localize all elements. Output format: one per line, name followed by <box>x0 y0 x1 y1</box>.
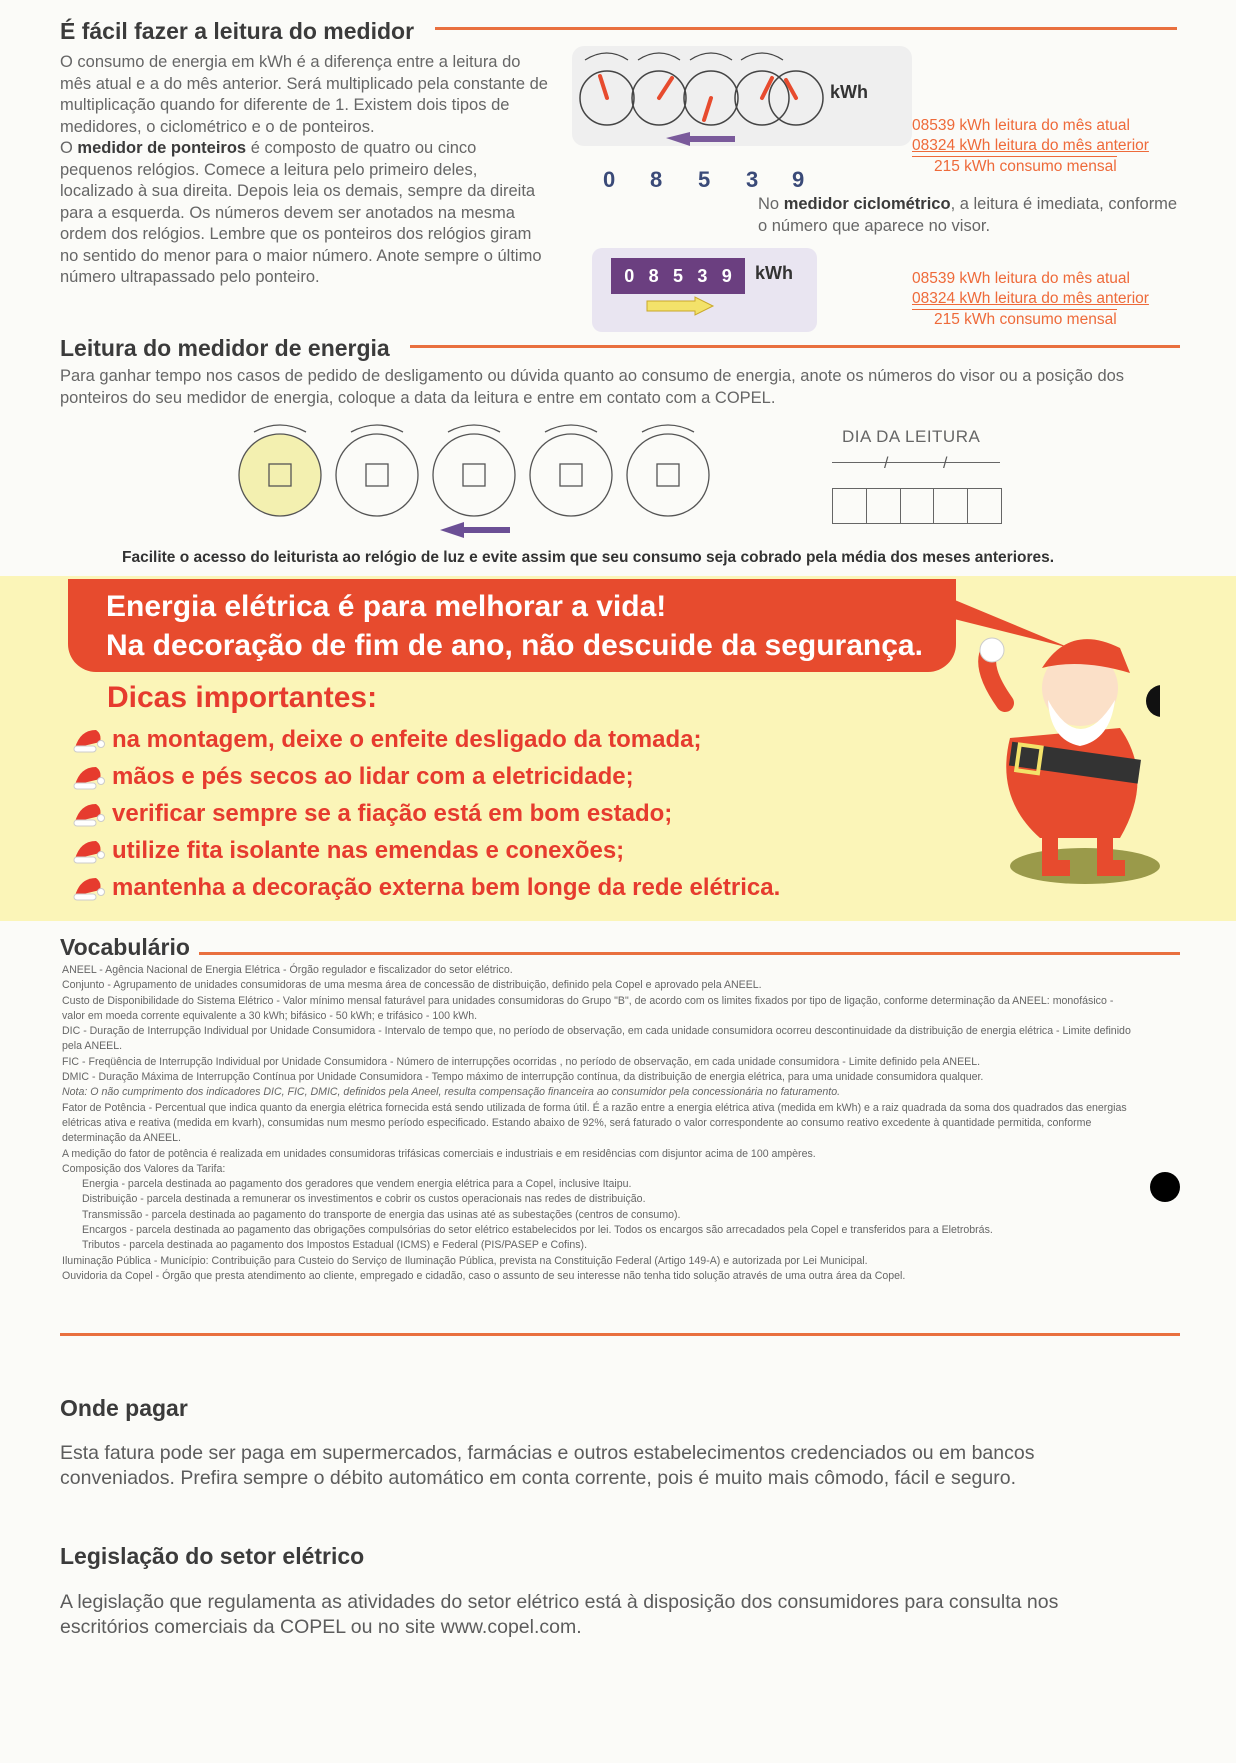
vocab-entry: Composição dos Valores da Tarifa: <box>62 1162 226 1175</box>
tip-item: utilize fita isolante nas emendas e conexões; <box>72 833 624 869</box>
calc-block-2: 08539 kWh leitura do mês atual 08324 kWh leitura do mês anterior 215 kWh consumo mensal <box>912 270 1149 328</box>
dial-digit: 0 <box>603 167 616 192</box>
digital-kwh-label: kWh <box>755 263 793 283</box>
section2-text: Para ganhar tempo nos casos de pedido de desligamento ou dúvida quanto ao consumo de energia, anote os números do visor ou a posição dos ponteiros do seu medidor de energia, coloque a data da leitura e entre em contato com a COPEL. <box>60 367 1125 407</box>
santa-hat-icon <box>72 798 106 830</box>
vocab-bottom-rule <box>60 1333 1180 1336</box>
date-line[interactable] <box>832 462 1000 463</box>
title-rule <box>410 345 1180 348</box>
facilite-text: Facilite o acesso do leiturista ao relógio de luz e evite assim que seu consumo seja cobrado pela média dos meses anteriores. <box>122 549 1055 566</box>
vocab-entry: FIC - Freqüência de Interrupção Individual por Unidade Consumidora - Número de interrupções ocorridas , no período de observação, em cada unidade consumidora - Limite definido pela ANEEL. <box>62 1055 981 1068</box>
dicas-title: Dicas importantes: <box>107 681 378 714</box>
intro-paragraph: O consumo de energia em kWh é a diferença entre a leitura do mês atual e a do mês anterior. Será multiplicado pela constante de multiplicação quando for diferente de 1. Existem dois tipos de medidores, o ciclométrico e o de ponteiros. O medidor de ponteiros é composto de quatro ou cinco pequenos relógios. Comece a leitura pelo primeiro deles, localizado à sua direita. Depois leia os demais, sempre da direita para a esquerda. Os números devem ser anotados na mesma ordem dos relógios. Lembre que os ponteiros dos relógios giram no sentido do menor para o maior número. Anote sempre o último número ultrapassado pelo ponteiro. <box>60 53 548 286</box>
section-title-vocab: Vocabulário <box>60 934 190 960</box>
ciclometrico-paragraph: No medidor ciclométrico, a leitura é imediata, conforme o número que aparece no visor. <box>758 195 1178 235</box>
dial-digit: 8 <box>650 167 663 192</box>
dia-leitura-label: DIA DA LEITURA <box>842 427 981 446</box>
vocab-entry: DIC - Duração de Interrupção Individual por Unidade Consumidora - Intervalo de tempo que, no período de observação, em cada unidade consumidora ocorreu descontinuidade da distribuição de energia elétrica - Limite definido pela ANEEL. <box>62 1025 1131 1053</box>
santa-hat-icon <box>72 724 106 756</box>
section-title-medidor: Leitura do medidor de energia <box>60 335 390 361</box>
vocab-subentry: Distribuição - parcela destinada a remunerar os investimentos e cobrir os custos operacionais nas redes de distribuição. <box>82 1193 646 1206</box>
section-title-legis: Legislação do setor elétrico <box>60 1543 365 1569</box>
dial-five <box>768 70 828 130</box>
vocab-subentry: Tributos - parcela destinada ao pagamento dos Impostos Estadual (ICMS) e Federal (PIS/PASEP e Cofins). <box>82 1239 588 1252</box>
date-sep: / <box>884 455 889 472</box>
calc-block-1: 08539 kWh leitura do mês atual 08324 kWh leitura do mês anterior 215 kWh consumo mensal <box>912 117 1149 175</box>
santa-hat-icon <box>72 872 106 904</box>
vocab-entry: ANEEL - Agência Nacional de Energia Elétrica - Órgão regulador e fiscalizador do setor elétrico. <box>62 964 513 976</box>
onde-text: Esta fatura pode ser paga em supermercados, farmácias e outros estabelecimentos credenciados ou em bancos conveniados. Prefira sempre o débito automático em conta corrente, pois é muito mais cômodo, fácil e seguro. <box>60 1442 1035 1489</box>
dial-kwh-label: kWh <box>830 82 868 102</box>
vocab-entry: Conjunto - Agrupamento de unidades consumidoras de uma mesma área de concessão de distribuição, definido pela Copel e aprovado pela ANEEL. <box>62 979 762 992</box>
tip-item: mantenha a decoração externa bem longe da rede elétrica. <box>72 870 780 906</box>
santa-hat-icon <box>72 835 106 867</box>
vocab-subentry: Encargos - parcela destinada ao pagamento das obrigações compulsórias do setor elétrico estabelecidos por lei. Todos os encargos são arrecadados pela Copel e transferidos para a Eletrobrás. <box>82 1224 993 1237</box>
digital-meter-display: 0 8 5 3 9 <box>611 258 745 294</box>
vocab-subentry: Energia - parcela destinada ao pagamento dos geradores que vendem energia elétrica para a Copel, inclusive Itaipu. <box>82 1178 632 1191</box>
title-rule <box>199 952 1180 955</box>
vocab-subentry: Transmissão - parcela destinada ao pagamento do transporte de energia das usinas até as subestações (centros de consumo). <box>82 1208 681 1221</box>
reading-boxes[interactable] <box>832 488 1002 524</box>
blank-dials-form <box>232 422 722 542</box>
vocab-note: Nota: O não cumprimento dos indicadores DIC, FIC, DMIC, definidos pela Aneel, resulta compensação financeira ao consumidor pela concessionária no faturamento. <box>62 1086 841 1099</box>
punch-hole <box>1150 1172 1180 1202</box>
tip-item: verificar sempre se a fiação está em bom estado; <box>72 796 672 832</box>
dial-direction-arrow <box>666 132 735 146</box>
vocab-entry: A medição do fator de potência é realizada em unidades consumidoras trifásicas comerciais e industriais e em residências com disjuntor acima de 100 ampères. <box>62 1147 816 1160</box>
ponteiros-text: é composto de quatro ou cinco pequenos relógios. Comece a leitura pelo primeiro deles, localizado à sua direita. Depois leia os demais, sempre da direita para a esquerda. Os números devem ser anotados na mesma ordem dos relógios. Lembre que os ponteiros dos relógios giram no sentido do menor para o maior número. Anote sempre o último número ultrapassado pelo ponteiro. <box>60 139 542 286</box>
ponteiros-bold: medidor de ponteiros <box>77 139 247 157</box>
intro-text: O consumo de energia em kWh é a diferença entre a leitura do mês atual e a do mês anterior. Será multiplicado pela constante de multiplicação quando for diferente de 1. Existem dois tipos de medidores, o ciclométrico e o de ponteiros. <box>60 53 548 136</box>
dial-digit: 3 <box>746 167 759 192</box>
tip-item: na montagem, deixe o enfeite desligado da tomada; <box>72 722 701 758</box>
section-title-onde: Onde pagar <box>60 1395 188 1421</box>
date-sep: / <box>943 455 948 472</box>
legis-text: A legislação que regulamenta as atividades do setor elétrico está à disposição dos consumidores para consulta nos escritórios comerciais da COPEL ou no site www.copel.com. <box>60 1591 1059 1638</box>
vocab-entry: Iluminação Pública - Município: Contribuição para Custeio do Serviço de Iluminação Pública, prevista na Constituição Federal (Artigo 149-A) e autorizada por Lei Municipal. <box>62 1254 868 1267</box>
vocab-entry: Ouvidoria da Copel - Órgão que presta atendimento ao cliente, empregado e cidadão, caso o assunto de seu interesse não tenha tido solução através de uma outra área da Copel. <box>62 1269 906 1282</box>
digital-arrow <box>645 296 715 316</box>
santa-icon <box>970 628 1160 890</box>
santa-hat-icon <box>72 761 106 793</box>
vocab-list <box>62 963 1132 1284</box>
tip-item: mãos e pés secos ao lidar com a eletricidade; <box>72 759 634 795</box>
vocab-entry: Custo de Disponibilidade do Sistema Elétrico - Valor mínimo mensal faturável para unidades consumidoras do Grupo "B", de acordo com os limites fixados por tipo de ligação, conforme determinação da ANEEL: monofásico - valor em moeda corrente equivalente a 30 kWh; bifásico - 50 kWh; e trifásico - 100 kWh. <box>62 994 1114 1022</box>
vocab-entry: Fator de Potência - Percentual que indica quanto da energia elétrica fornecida está sendo utilizada de forma útil. É a razão entre a energia elétrica ativa (medida em kWh) e a raiz quadrada da soma dos quadrados das energias elétricas ativa e reativa (medida em kvarh), consumidas num mesmo período especificado. Estando abaixo de 92%, será faturado o valor correspondente ao consumo reativo excedente à quantidade permitida, conforme determinação da ANEEL. <box>62 1101 1127 1145</box>
title-rule <box>435 27 1177 30</box>
dial-digit: 9 <box>792 167 805 192</box>
banner-headline: Energia elétrica é para melhorar a vida! Na decoração de fim de ano, não descuide da segurança. <box>68 579 956 672</box>
section-title-leitura: É fácil fazer a leitura do medidor <box>60 18 415 44</box>
vocab-entry: DMIC - Duração Máxima de Interrupção Contínua por Unidade Consumidora - Tempo máximo de interrupção contínua, da distribuição de energia elétrica, para uma unidade consumidora qualquer. <box>62 1071 984 1084</box>
dial-digit: 5 <box>698 167 711 192</box>
